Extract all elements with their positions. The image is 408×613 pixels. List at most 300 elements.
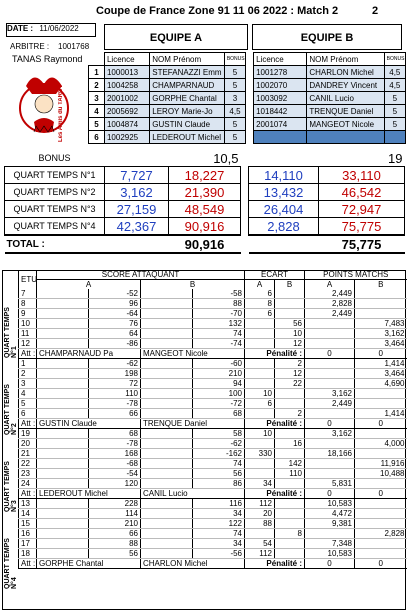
ecart-a[interactable]: 54 — [245, 539, 275, 549]
etu-cell: 7 — [19, 289, 37, 299]
arbitre-label: ARBITRE : — [10, 42, 50, 51]
score-b-2[interactable]: 58 — [193, 429, 245, 439]
score-b-2[interactable]: 88 — [193, 299, 245, 309]
nom-a[interactable]: LEROY Marie-Jo — [150, 105, 225, 118]
date-box — [6, 23, 96, 37]
ecart-a[interactable] — [245, 459, 275, 469]
ecart-a[interactable]: 20 — [245, 509, 275, 519]
att-label: Att : — [19, 419, 37, 429]
score-a-2[interactable]: 68 — [89, 429, 141, 439]
licence-a[interactable]: 1004874 — [104, 118, 149, 131]
bonus-a[interactable]: 3 — [224, 92, 245, 105]
attacker-1[interactable]: LEDEROUT Michel — [37, 489, 141, 499]
points-a[interactable] — [305, 329, 355, 339]
points-b[interactable] — [355, 479, 407, 489]
score-b-1[interactable] — [141, 539, 193, 549]
ecart-b[interactable] — [275, 309, 305, 319]
score-b-1[interactable] — [141, 409, 193, 419]
score-b-1[interactable] — [141, 359, 193, 369]
ecart-a[interactable]: 330 — [245, 449, 275, 459]
points-b[interactable] — [355, 449, 407, 459]
score-a-1[interactable] — [37, 499, 89, 509]
score-b-2[interactable]: -60 — [193, 359, 245, 369]
score-b-1[interactable] — [141, 449, 193, 459]
points-a[interactable]: 2,449 — [305, 289, 355, 299]
ecart-a[interactable] — [245, 379, 275, 389]
attacker-1[interactable]: GUSTIN Claude — [37, 419, 141, 429]
bonus-b[interactable]: 5 — [384, 105, 405, 118]
score-b-1[interactable] — [141, 339, 193, 349]
score-b-1[interactable] — [141, 429, 193, 439]
points-a[interactable]: 2,449 — [305, 309, 355, 319]
score-b-1[interactable] — [141, 289, 193, 299]
ecart-b[interactable] — [275, 519, 305, 529]
points-b[interactable] — [355, 289, 407, 299]
penalite-a[interactable]: 0 — [305, 419, 355, 429]
score-a-1[interactable] — [37, 529, 89, 539]
points-a[interactable]: 10,583 — [305, 549, 355, 559]
score-a-1[interactable] — [37, 449, 89, 459]
ecart-a-header: A — [245, 280, 275, 290]
score-a-2[interactable]: -54 — [89, 469, 141, 479]
players-header-row — [89, 53, 406, 66]
score-b-2[interactable]: 86 — [193, 479, 245, 489]
licence-b[interactable]: 1003092 — [254, 92, 307, 105]
player-number: 2 — [89, 79, 105, 92]
points-a[interactable]: 18,166 — [305, 449, 355, 459]
score-b-1[interactable] — [141, 499, 193, 509]
detail-row — [19, 299, 407, 309]
score-b-2[interactable]: 34 — [193, 509, 245, 519]
points-b[interactable]: 3,162 — [355, 329, 407, 339]
quart-a1: 7,727 — [105, 167, 169, 184]
points-b-header: B — [355, 280, 407, 290]
score-a-2[interactable]: 210 — [89, 519, 141, 529]
bonus-b[interactable]: 5 — [384, 92, 405, 105]
score-b-1[interactable] — [141, 509, 193, 519]
detail-row — [19, 329, 407, 339]
points-a[interactable]: 2,449 — [305, 399, 355, 409]
bonus-b[interactable]: 5 — [384, 118, 405, 131]
points-b[interactable] — [355, 509, 407, 519]
score-a-2[interactable]: 72 — [89, 379, 141, 389]
ecart-b[interactable] — [275, 289, 305, 299]
score-a-1[interactable] — [37, 459, 89, 469]
score-a-1[interactable] — [37, 549, 89, 559]
player-row — [89, 79, 406, 92]
score-a-1[interactable] — [37, 339, 89, 349]
score-b-1[interactable] — [141, 329, 193, 339]
points-a[interactable]: 7,348 — [305, 539, 355, 549]
score-a-1[interactable] — [37, 369, 89, 379]
ecart-b[interactable]: 8 — [275, 529, 305, 539]
penalite-b[interactable]: 0 — [355, 559, 407, 569]
ecart-b[interactable]: 142 — [275, 459, 305, 469]
score-b-1[interactable] — [141, 519, 193, 529]
ecart-a[interactable] — [245, 319, 275, 329]
quart-b2: 33,110 — [319, 167, 405, 184]
attacker-1[interactable]: CHAMPARNAUD Pa — [37, 349, 141, 359]
points-b[interactable]: 1,414 — [355, 359, 407, 369]
detail-row — [19, 509, 407, 519]
score-b-1[interactable] — [141, 309, 193, 319]
bonus-a[interactable]: 5 — [224, 118, 245, 131]
ecart-a[interactable] — [245, 369, 275, 379]
arbitre-name[interactable]: TANAS Raymond — [12, 54, 83, 64]
score-a-1[interactable] — [37, 439, 89, 449]
points-header: POINTS MATCHS — [305, 270, 407, 280]
penalite-b[interactable]: 0 — [355, 419, 407, 429]
ecart-a[interactable] — [245, 409, 275, 419]
ecart-b[interactable]: 56 — [275, 319, 305, 329]
points-b[interactable]: 11,916 — [355, 459, 407, 469]
attacker-2[interactable]: TRENQUE Daniel — [141, 419, 245, 429]
detail-table — [18, 270, 407, 569]
nom-b[interactable]: TRENQUE Daniel — [307, 105, 384, 118]
ecart-b[interactable] — [275, 429, 305, 439]
quart-b1: 13,432 — [249, 184, 319, 201]
licence-a[interactable]: 2001002 — [104, 92, 149, 105]
score-a-2[interactable]: 228 — [89, 499, 141, 509]
score-a-1[interactable] — [37, 469, 89, 479]
penalite-a[interactable]: 0 — [305, 489, 355, 499]
points-a[interactable] — [305, 319, 355, 329]
licence-b[interactable]: 2001074 — [254, 118, 307, 131]
licence-col-header-b: Licence — [254, 53, 307, 66]
etu-cell: 22 — [19, 459, 37, 469]
score-a-1[interactable] — [37, 519, 89, 529]
licence-a[interactable]: 1000013 — [104, 66, 149, 79]
penalite-b[interactable]: 0 — [355, 489, 407, 499]
points-a[interactable]: 9,381 — [305, 519, 355, 529]
bonus-a[interactable]: 4,5 — [224, 105, 245, 118]
quart-b2: 46,542 — [319, 184, 405, 201]
ecart-a[interactable]: 34 — [245, 479, 275, 489]
score-b-1[interactable] — [141, 529, 193, 539]
nom-b[interactable] — [307, 131, 384, 144]
score-b-1[interactable] — [141, 369, 193, 379]
score-a-2[interactable]: 198 — [89, 369, 141, 379]
points-b[interactable]: 10,488 — [355, 469, 407, 479]
licence-b[interactable]: 1018442 — [254, 105, 307, 118]
ecart-b[interactable] — [275, 509, 305, 519]
etu-header: ETU — [19, 270, 37, 289]
ecart-b[interactable] — [275, 449, 305, 459]
attacker-2[interactable]: CHARLON Michel — [141, 559, 245, 569]
bonus-a[interactable]: 5 — [224, 79, 245, 92]
score-b-2[interactable]: -72 — [193, 399, 245, 409]
points-b[interactable]: 7,483 — [355, 319, 407, 329]
score-a-2[interactable]: 64 — [89, 329, 141, 339]
points-b[interactable]: 1,414 — [355, 409, 407, 419]
score-b-1[interactable] — [141, 399, 193, 409]
nom-b[interactable]: MANGEOT Nicole — [307, 118, 384, 131]
bonus-b[interactable]: 4,5 — [384, 66, 405, 79]
date-label: DATE : — [7, 24, 34, 33]
quart-a2: 90,916 — [169, 218, 241, 236]
points-a[interactable] — [305, 339, 355, 349]
bonus-a[interactable]: 5 — [224, 131, 245, 144]
score-a-2[interactable]: 56 — [89, 549, 141, 559]
points-b[interactable]: 2,828 — [355, 529, 407, 539]
ecart-b[interactable]: 12 — [275, 339, 305, 349]
etu-cell: 2 — [19, 369, 37, 379]
ecart-a[interactable] — [245, 439, 275, 449]
arbitre-id[interactable]: 1001768 — [58, 42, 90, 51]
score-b-2[interactable]: 132 — [193, 319, 245, 329]
points-a[interactable] — [305, 469, 355, 479]
score-a-2[interactable]: -86 — [89, 339, 141, 349]
penalite-a[interactable]: 0 — [305, 559, 355, 569]
nom-b[interactable]: CANIL Lucio — [307, 92, 384, 105]
score-b-1[interactable] — [141, 389, 193, 399]
spacer-cell — [241, 235, 249, 253]
points-a[interactable] — [305, 439, 355, 449]
score-b-2[interactable]: 116 — [193, 499, 245, 509]
ecart-a[interactable]: 6 — [245, 289, 275, 299]
score-a-1[interactable] — [37, 429, 89, 439]
points-a[interactable] — [305, 529, 355, 539]
score-a-2[interactable]: -78 — [89, 439, 141, 449]
score-b-2[interactable]: 34 — [193, 539, 245, 549]
score-header: SCORE ATTAQUANT — [37, 270, 245, 280]
ecart-b[interactable]: 2 — [275, 359, 305, 369]
attacker-2[interactable]: CANIL Lucio — [141, 489, 245, 499]
points-a[interactable]: 2,828 — [305, 299, 355, 309]
score-b-header: B — [141, 280, 245, 290]
score-a-2[interactable]: 120 — [89, 479, 141, 489]
bonus-col-header-a: BONUS — [224, 53, 245, 66]
score-a-2[interactable]: -52 — [89, 289, 141, 299]
licence-b[interactable]: 1001278 — [254, 66, 307, 79]
score-b-1[interactable] — [141, 379, 193, 389]
points-a[interactable] — [305, 409, 355, 419]
quart-a1: 42,367 — [105, 218, 169, 236]
quart-label: QUART TEMPS N°1 — [5, 167, 105, 184]
score-b-2[interactable]: 56 — [193, 469, 245, 479]
licence-a[interactable]: 2005692 — [104, 105, 149, 118]
ecart-b[interactable] — [275, 549, 305, 559]
penalite-a[interactable]: 0 — [305, 349, 355, 359]
score-b-1[interactable] — [141, 479, 193, 489]
score-a-2[interactable]: 110 — [89, 389, 141, 399]
points-b[interactable] — [355, 499, 407, 509]
nom-a[interactable]: CHAMPARNAUD — [150, 79, 225, 92]
score-a-2[interactable]: -62 — [89, 359, 141, 369]
score-a-2[interactable]: 168 — [89, 449, 141, 459]
points-b[interactable]: 4,690 — [355, 379, 407, 389]
detail-row — [19, 479, 407, 489]
score-b-2[interactable]: 122 — [193, 519, 245, 529]
score-b-2[interactable]: 74 — [193, 329, 245, 339]
nom-a[interactable]: GORPHE Chantal — [150, 92, 225, 105]
ecart-a[interactable]: 10 — [245, 389, 275, 399]
ecart-a[interactable] — [245, 529, 275, 539]
detail-row — [19, 469, 407, 479]
etu-cell: 4 — [19, 389, 37, 399]
score-a-1[interactable] — [37, 309, 89, 319]
attacker-2[interactable]: MANGEOT Nicole — [141, 349, 245, 359]
spacer-cell — [249, 235, 319, 253]
points-b[interactable] — [355, 519, 407, 529]
bonus-b[interactable] — [384, 131, 405, 144]
spacer-cell — [246, 53, 254, 66]
score-a-2[interactable]: -64 — [89, 309, 141, 319]
ecart-b[interactable]: 2 — [275, 409, 305, 419]
points-b[interactable] — [355, 549, 407, 559]
ecart-a[interactable]: 6 — [245, 399, 275, 409]
score-b-2[interactable]: 74 — [193, 529, 245, 539]
penalite-b[interactable]: 0 — [355, 349, 407, 359]
ecart-a[interactable] — [245, 469, 275, 479]
score-b-2[interactable]: -162 — [193, 449, 245, 459]
licence-a[interactable]: 1002925 — [104, 131, 149, 144]
bonus-b[interactable]: 4,5 — [384, 79, 405, 92]
score-b-1[interactable] — [141, 319, 193, 329]
score-b-2[interactable]: 68 — [193, 409, 245, 419]
score-b-2[interactable]: 210 — [193, 369, 245, 379]
points-b[interactable] — [355, 429, 407, 439]
ecart-a[interactable] — [245, 339, 275, 349]
score-a-2[interactable]: 76 — [89, 319, 141, 329]
points-a[interactable]: 5,831 — [305, 479, 355, 489]
nom-a[interactable]: STEFANAZZI Emm — [150, 66, 225, 79]
nom-a[interactable]: LEDEROUT Michel — [150, 131, 225, 144]
points-b[interactable] — [355, 309, 407, 319]
ecart-a[interactable]: 10 — [245, 429, 275, 439]
score-a-1[interactable] — [37, 379, 89, 389]
ecart-a[interactable]: 8 — [245, 299, 275, 309]
points-a[interactable]: 10,583 — [305, 499, 355, 509]
detail-row — [19, 549, 407, 559]
ecart-a[interactable] — [245, 329, 275, 339]
ecart-a[interactable]: 112 — [245, 499, 275, 509]
ecart-a[interactable]: 6 — [245, 309, 275, 319]
score-a-1[interactable] — [37, 539, 89, 549]
score-a-1[interactable] — [37, 329, 89, 339]
score-b-2[interactable]: -74 — [193, 339, 245, 349]
date-value[interactable]: 11/06/2022 — [39, 24, 79, 33]
ecart-b[interactable] — [275, 389, 305, 399]
etu-cell: 1 — [19, 359, 37, 369]
ecart-b[interactable]: 12 — [275, 369, 305, 379]
ecart-b[interactable] — [275, 399, 305, 409]
score-a-2[interactable]: 66 — [89, 529, 141, 539]
bonus-col-header-b: BONUS — [384, 53, 405, 66]
score-a-2[interactable]: -78 — [89, 399, 141, 409]
score-b-1[interactable] — [141, 299, 193, 309]
ecart-b[interactable]: 110 — [275, 469, 305, 479]
score-b-2[interactable]: -58 — [193, 289, 245, 299]
ecart-b[interactable]: 22 — [275, 379, 305, 389]
points-b[interactable]: 4,000 — [355, 439, 407, 449]
quart-row — [5, 167, 405, 184]
points-a[interactable]: 3,162 — [305, 429, 355, 439]
points-b[interactable] — [355, 539, 407, 549]
score-a-2[interactable]: 96 — [89, 299, 141, 309]
score-b-1[interactable] — [141, 549, 193, 559]
score-a-1[interactable] — [37, 409, 89, 419]
points-a[interactable]: 3,162 — [305, 389, 355, 399]
nom-a[interactable]: GUSTIN Claude — [150, 118, 225, 131]
quart-label: QUART TEMPS N°2 — [5, 184, 105, 201]
score-a-1[interactable] — [37, 319, 89, 329]
points-a[interactable] — [305, 459, 355, 469]
points-b[interactable] — [355, 389, 407, 399]
ecart-b[interactable]: 10 — [275, 329, 305, 339]
ecart-b[interactable] — [275, 499, 305, 509]
detail-row — [19, 449, 407, 459]
detail-row — [19, 429, 407, 439]
ecart-b[interactable]: 16 — [275, 439, 305, 449]
section-vertical-label: QUART TEMPS N°3 — [4, 461, 18, 512]
ecart-a[interactable]: 112 — [245, 549, 275, 559]
quart-a2: 21,390 — [169, 184, 241, 201]
etu-cell: 6 — [19, 409, 37, 419]
score-b-1[interactable] — [141, 469, 193, 479]
total-b: 75,775 — [319, 235, 405, 253]
score-a-2[interactable]: 114 — [89, 509, 141, 519]
attacker-1[interactable]: GORPHE Chantal — [37, 559, 141, 569]
score-a-1[interactable] — [37, 399, 89, 409]
score-b-2[interactable]: -56 — [193, 549, 245, 559]
points-b[interactable] — [355, 299, 407, 309]
score-b-2[interactable]: -62 — [193, 439, 245, 449]
ecart-a[interactable] — [245, 359, 275, 369]
ecart-b[interactable] — [275, 539, 305, 549]
licence-b[interactable]: 1002070 — [254, 79, 307, 92]
etu-cell: 16 — [19, 529, 37, 539]
points-a-header: A — [305, 280, 355, 290]
score-a-2[interactable]: 66 — [89, 409, 141, 419]
score-a-1[interactable] — [37, 359, 89, 369]
score-a-2[interactable]: 88 — [89, 539, 141, 549]
points-b[interactable]: 3,464 — [355, 369, 407, 379]
points-a[interactable] — [305, 359, 355, 369]
bonus-a[interactable]: 5 — [224, 66, 245, 79]
score-b-1[interactable] — [141, 439, 193, 449]
score-b-2[interactable]: -70 — [193, 309, 245, 319]
ecart-a[interactable]: 88 — [245, 519, 275, 529]
nom-b[interactable]: DANDREY Vincent — [307, 79, 384, 92]
licence-b[interactable] — [254, 131, 307, 144]
nom-b[interactable]: CHARLON Michel — [307, 66, 384, 79]
etu-cell: 19 — [19, 429, 37, 439]
player-number: 6 — [89, 131, 105, 144]
score-b-2[interactable]: 100 — [193, 389, 245, 399]
points-b[interactable]: 3,464 — [355, 339, 407, 349]
score-a-1[interactable] — [37, 389, 89, 399]
score-a-1[interactable] — [37, 299, 89, 309]
detail-row — [19, 389, 407, 399]
ecart-b[interactable] — [275, 299, 305, 309]
score-a-1[interactable] — [37, 479, 89, 489]
score-a-2[interactable]: -68 — [89, 459, 141, 469]
quart-temps-table — [4, 150, 405, 254]
score-b-1[interactable] — [141, 459, 193, 469]
spacer-cell — [105, 235, 169, 253]
score-b-2[interactable]: 74 — [193, 459, 245, 469]
score-b-2[interactable]: 94 — [193, 379, 245, 389]
ecart-b[interactable] — [275, 479, 305, 489]
licence-a[interactable]: 1004258 — [104, 79, 149, 92]
score-a-1[interactable] — [37, 509, 89, 519]
points-b[interactable] — [355, 399, 407, 409]
score-a-1[interactable] — [37, 289, 89, 299]
points-a[interactable]: 4,472 — [305, 509, 355, 519]
points-a[interactable] — [305, 369, 355, 379]
points-a[interactable] — [305, 379, 355, 389]
